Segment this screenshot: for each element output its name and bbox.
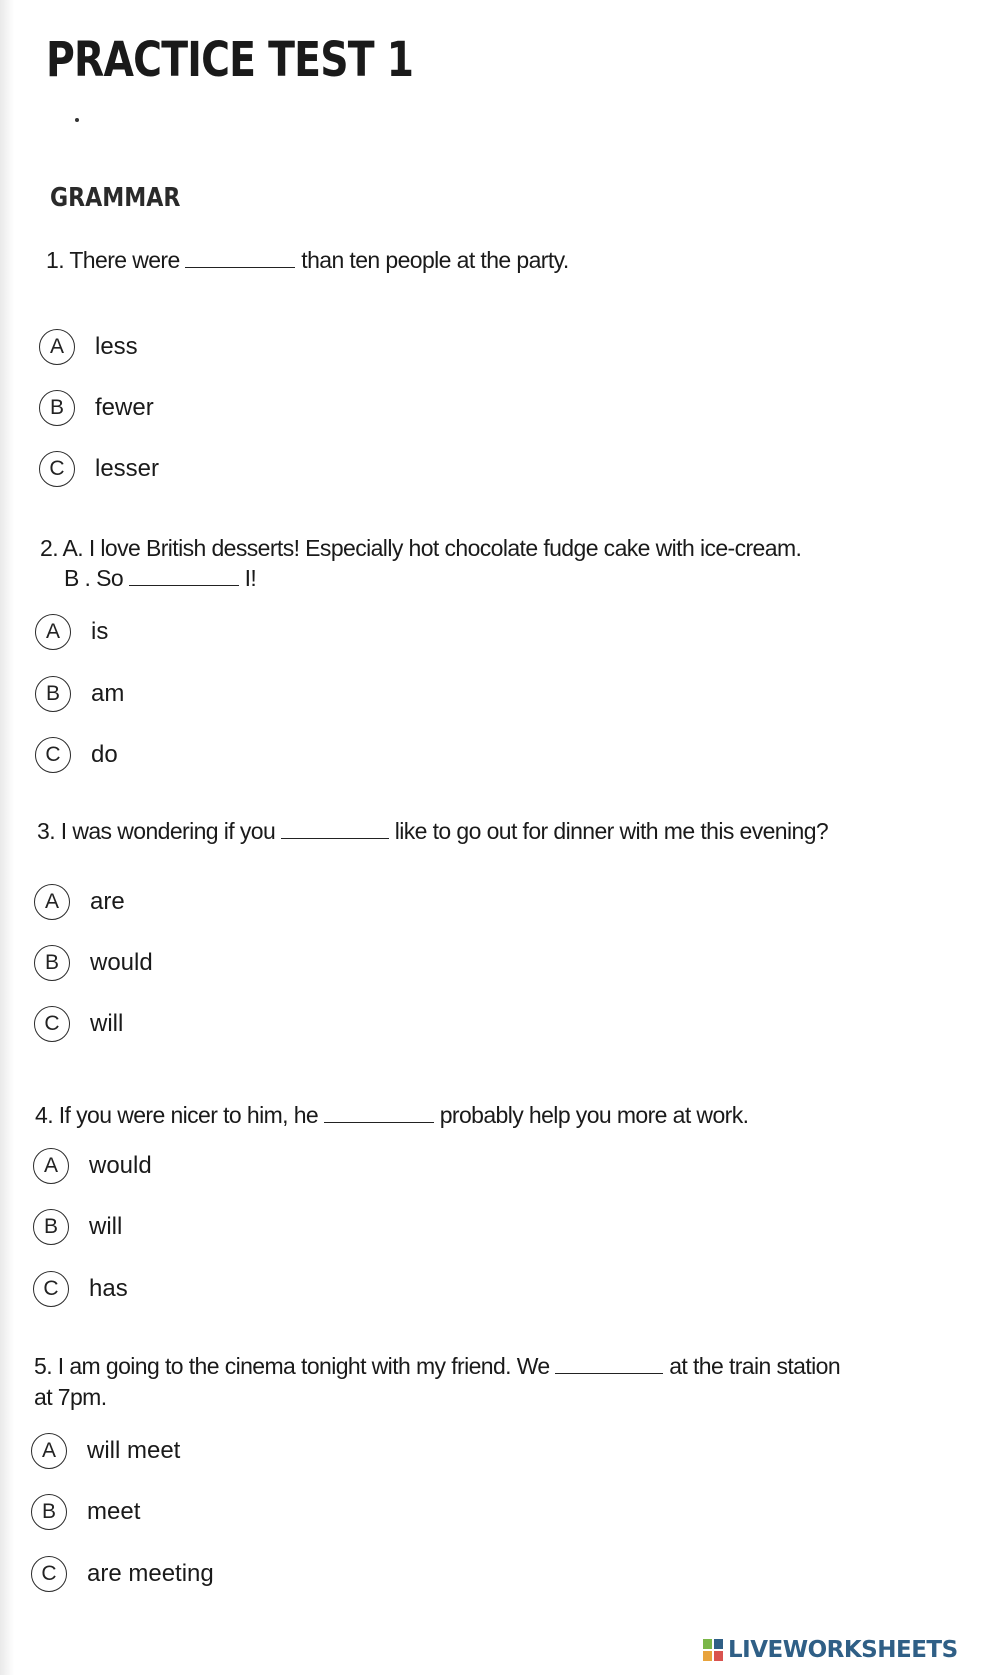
question-2-option-c[interactable]: [35, 734, 118, 776]
question-5-text-before: 5. I am going to the cinema tonight with my friend. We: [34, 1353, 550, 1379]
option-b-text: would: [90, 949, 153, 976]
question-5-prompt-line2: at 7pm.: [34, 1384, 107, 1410]
section-heading: GRAMMAR: [50, 183, 181, 213]
option-c-bubble[interactable]: C: [39, 451, 75, 487]
question-1-option-a[interactable]: [39, 326, 138, 368]
question-1-option-b[interactable]: [39, 387, 154, 429]
option-a-bubble[interactable]: A: [33, 1148, 69, 1184]
option-c-text: do: [91, 741, 118, 768]
question-3-prompt: [37, 816, 828, 847]
question-4-option-c[interactable]: [33, 1268, 128, 1310]
option-c-bubble[interactable]: C: [35, 737, 71, 773]
question-5-text-after: at the train station: [669, 1353, 841, 1379]
question-4-blank: [324, 1102, 434, 1123]
question-2-prompt-line1: 2. A. I love British desserts! Especially hot chocolate fudge cake with ice-cream.: [40, 535, 802, 561]
option-c-bubble[interactable]: C: [34, 1006, 70, 1042]
question-5-option-a[interactable]: [31, 1430, 180, 1472]
option-a-text: will meet: [87, 1437, 181, 1464]
liveworksheets-logo-icon: [703, 1639, 723, 1661]
option-b-bubble[interactable]: B: [33, 1209, 69, 1245]
question-2-option-a[interactable]: [35, 611, 108, 653]
option-c-text: lesser: [95, 455, 160, 482]
option-a-text: are: [90, 888, 125, 915]
question-3-option-b[interactable]: [34, 942, 153, 984]
question-4-option-a[interactable]: [33, 1145, 152, 1187]
question-3-option-a[interactable]: [34, 881, 125, 923]
watermark-text: LIVEWORKSHEETS: [728, 1637, 958, 1663]
option-c-bubble[interactable]: C: [31, 1556, 67, 1592]
option-b-text: fewer: [95, 394, 154, 421]
question-3-option-c[interactable]: [34, 1003, 123, 1045]
option-c-text: are meeting: [87, 1560, 214, 1587]
question-1-text-before: 1. There were: [46, 247, 180, 273]
question-1-prompt: [46, 245, 569, 276]
option-a-bubble[interactable]: A: [35, 614, 71, 650]
question-5-option-b[interactable]: [31, 1491, 140, 1533]
question-5-prompt-line1: [34, 1351, 840, 1382]
question-2-text-before: B . So: [64, 565, 124, 591]
option-c-text: will: [90, 1010, 124, 1037]
scan-speck: [75, 118, 79, 122]
question-4-option-b[interactable]: [33, 1206, 122, 1248]
option-b-text: will: [89, 1213, 123, 1240]
question-2-blank: [129, 565, 239, 586]
question-5-blank: [555, 1353, 663, 1374]
option-b-bubble[interactable]: B: [34, 945, 70, 981]
question-1-blank: [185, 247, 295, 268]
question-1-text-after: than ten people at the party.: [301, 247, 569, 273]
question-4-text-before: 4. If you were nicer to him, he: [35, 1102, 319, 1128]
option-a-text: is: [91, 618, 109, 645]
option-b-text: am: [91, 680, 125, 707]
question-1-option-c[interactable]: [39, 448, 159, 490]
option-a-text: would: [89, 1152, 152, 1179]
page-title: PRACTICE TEST 1: [46, 32, 414, 88]
option-c-bubble[interactable]: C: [33, 1271, 69, 1307]
option-a-bubble[interactable]: A: [34, 884, 70, 920]
question-4-prompt: [35, 1100, 748, 1131]
question-4-text-after: probably help you more at work.: [439, 1102, 749, 1128]
page-edge-shadow: [0, 0, 14, 1675]
question-3-blank: [281, 818, 389, 839]
liveworksheets-watermark: [703, 1637, 958, 1663]
question-2-option-b[interactable]: [35, 673, 124, 715]
option-b-text: meet: [87, 1498, 141, 1525]
option-b-bubble[interactable]: B: [39, 390, 75, 426]
option-b-bubble[interactable]: B: [35, 676, 71, 712]
option-a-text: less: [95, 333, 138, 360]
option-a-bubble[interactable]: A: [31, 1433, 67, 1469]
question-2-prompt-line2: [64, 563, 256, 594]
question-5-option-c[interactable]: [31, 1553, 214, 1595]
option-b-bubble[interactable]: B: [31, 1494, 67, 1530]
question-3-text-after: like to go out for dinner with me this evening?: [394, 818, 829, 844]
option-a-bubble[interactable]: A: [39, 329, 75, 365]
option-c-text: has: [89, 1275, 128, 1302]
question-2-text-after: I!: [244, 565, 257, 591]
question-3-text-before: 3. I was wondering if you: [37, 818, 276, 844]
